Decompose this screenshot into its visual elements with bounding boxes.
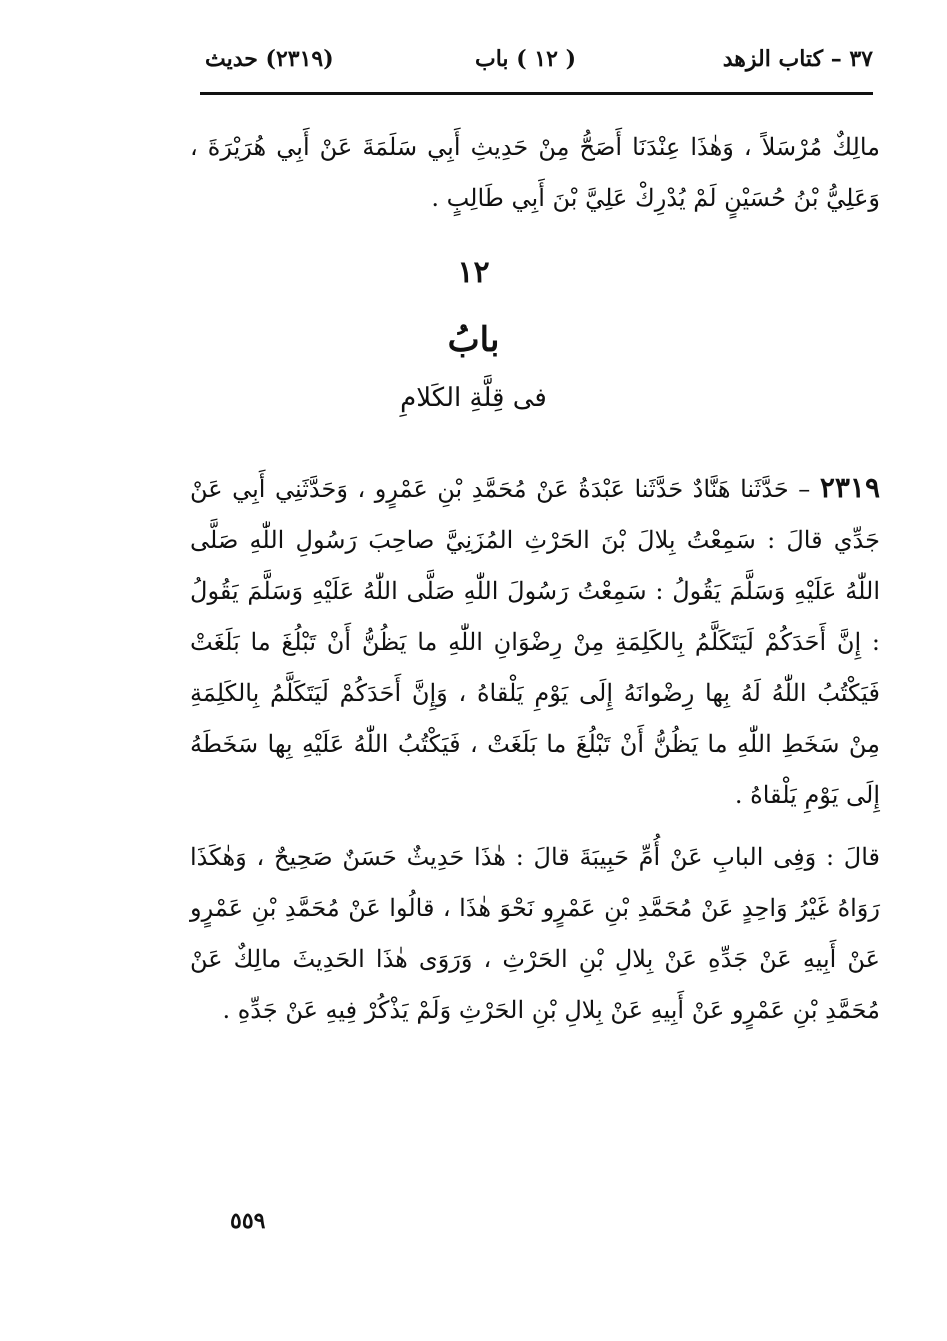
hadith-paragraph	[190, 462, 880, 821]
commentary-paragraph: قالَ : وَفِى البابِ عَنْ أُمِّ حَبِيبَةَ قالَ : هٰذَا حَدِيثٌ حَسَنٌ صَحِيحٌ ، وَهٰكَذَا رَوَاهُ غَيْرُ وَاحِدٍ عَنْ مُحَمَّدِ بْنِ عَمْرٍو نَحْوَ هٰذَا ، قالُوا عَنْ مُحَمَّدِ بْنِ عَمْرٍو عَنْ أَبِيهِ عَنْ جَدِّهِ عَنْ بِلالِ بْنِ الحَرْثِ ، وَرَوَى هٰذَا الحَدِيثَ مالِكٌ عَنْ مُحَمَّدِ بْنِ عَمْرٍو عَنْ أَبِيهِ عَنْ بِلالِ بْنِ الحَرْثِ وَلَمْ يَذْكُرْ فِيهِ عَنْ جَدِّهِ .	[190, 843, 880, 1024]
chapter-subtitle: فى قِلَّةِ الكَلامِ	[400, 383, 547, 413]
chapter-number: ١٢	[457, 255, 490, 290]
header-rule	[200, 92, 873, 95]
header-book-title: ٣٧ – كتاب الزهد	[722, 46, 873, 72]
running-header	[205, 38, 873, 84]
intro-paragraph: مالِكٌ مُرْسَلاً ، وَهٰذَا عِنْدَنَا أَصَحُّ مِنْ حَدِيثِ أَبِي سَلَمَةَ عَنْ أَبِي هُرَيْرَةَ ، وَعَلِيُّ بْنُ حُسَيْنٍ لَمْ يُدْرِكْ عَلِيَّ بْنَ أَبِي طَالِبٍ .	[190, 133, 880, 212]
page-number: ٥٥٩	[230, 1208, 266, 1234]
header-chapter: ( ١٢ ) باب	[475, 46, 576, 72]
hadith-text: – حَدَّثَنا هَنَّادٌ حَدَّثَنا عَبْدَةُ عَنْ مُحَمَّدِ بْنِ عَمْرٍو ، وَحَدَّثَنِي أَبِي عَنْ جَدِّي قالَ : سَمِعْتُ بِلالَ بْنَ الحَرْثِ المُزَنِيَّ صاحِبَ رَسُولِ اللّٰهِ صَلَّى اللّٰهُ عَلَيْهِ وَسَلَّمَ يَقُولُ : سَمِعْتُ رَسُولَ اللّٰهِ صَلَّى اللّٰهُ عَلَيْهِ وَسَلَّمَ يَقُولُ : إِنَّ أَحَدَكُمْ لَيَتَكَلَّمُ بِالكَلِمَةِ مِنْ رِضْوَانِ اللّٰهِ ما يَظُنُّ أَنْ تَبْلُغَ ما بَلَغَتْ فَيَكْتُبُ اللّٰهُ لَهُ بِها رِضْوانَهُ إِلَى يَوْمِ يَلْقاهُ ، وَإِنَّ أَحَدَكُمْ لَيَتَكَلَّمُ بِالكَلِمَةِ مِنْ سَخَطِ اللّٰهِ ما يَظُنُّ أَنْ تَبْلُغَ ما بَلَغَتْ ، فَيَكْتُبُ اللّٰهُ عَلَيْهِ بِها سَخَطَهُ إِلَى يَوْمِ يَلْقاهُ .	[190, 475, 880, 809]
chapter-title: بابُ	[447, 320, 500, 360]
hadith-number: ٢٣١٩	[819, 471, 880, 504]
header-hadith-number: (٢٣١٩) حديث	[205, 46, 334, 72]
